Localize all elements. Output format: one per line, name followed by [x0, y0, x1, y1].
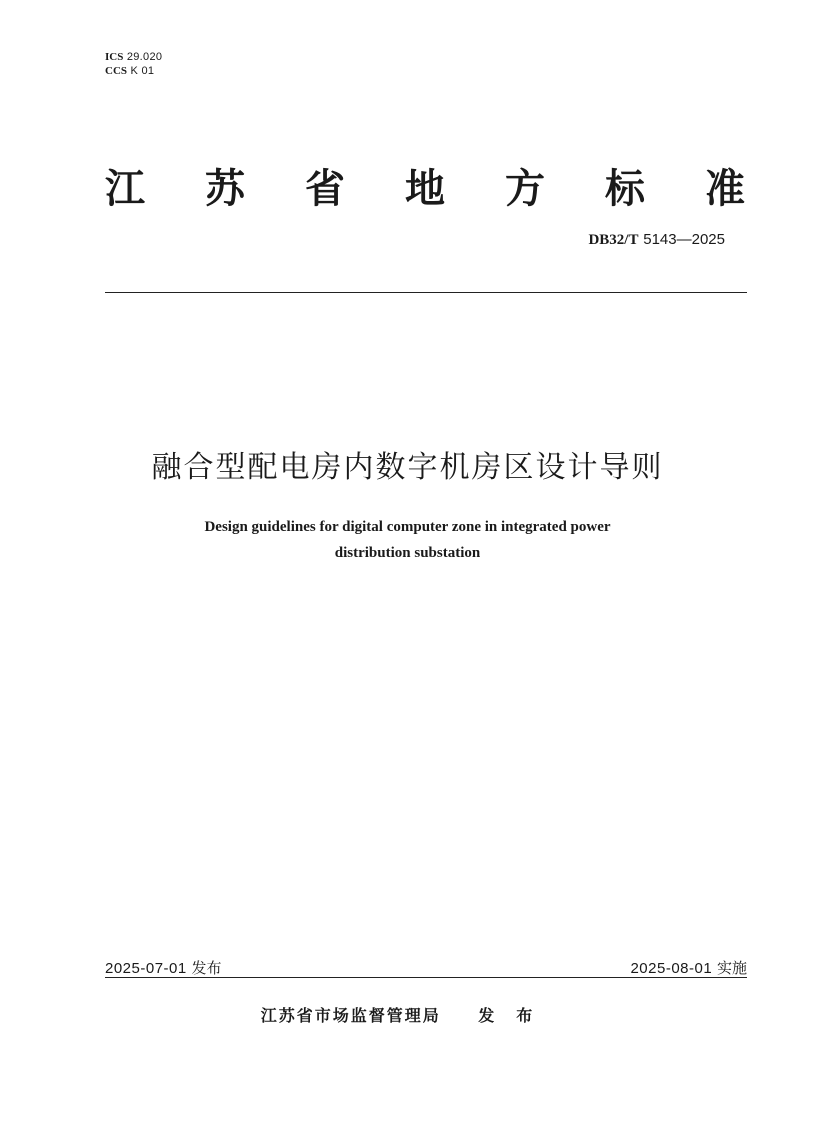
publisher-name: 江苏省市场监督管理局	[260, 1006, 441, 1025]
ccs-value: K 01	[130, 65, 155, 77]
title-en-line: distribution substation	[334, 545, 481, 561]
standard-type-char: 标	[605, 165, 645, 212]
standard-number	[588, 230, 725, 249]
title-en-line: Design guidelines for digital computer zone in integrated power	[204, 519, 611, 535]
standard-type-char: 江	[105, 165, 145, 212]
ccs-code	[105, 64, 162, 78]
document-title-cn: 融合型配电房内数字机房区设计导则	[151, 450, 664, 485]
bottom-divider	[105, 977, 747, 978]
ics-value: 29.020	[126, 51, 163, 63]
release-date-value: 2025-07-01	[105, 960, 187, 977]
standard-type-heading	[105, 160, 745, 210]
release-date-label: 发布	[191, 959, 222, 977]
release-date	[105, 957, 222, 978]
classification-codes	[105, 50, 162, 78]
document-title-en	[100, 514, 715, 566]
standard-type-char: 方	[505, 165, 545, 212]
ics-code	[105, 50, 162, 64]
implementation-date	[630, 957, 747, 978]
implementation-date-label: 实施	[716, 959, 747, 977]
top-divider	[105, 292, 747, 293]
publisher-action: 发布	[478, 1006, 555, 1025]
standard-number-prefix: DB32/T	[588, 232, 639, 248]
implementation-date-value: 2025-08-01	[630, 960, 713, 977]
standard-number-value: 5143—2025	[643, 231, 725, 248]
standard-type-char: 苏	[205, 165, 245, 212]
standard-type-char: 准	[705, 165, 745, 212]
ccs-label: CCS	[105, 65, 128, 77]
ics-label: ICS	[105, 51, 124, 63]
standard-type-char: 地	[405, 165, 445, 212]
publisher	[0, 1003, 815, 1026]
standard-type-char: 省	[305, 165, 345, 212]
